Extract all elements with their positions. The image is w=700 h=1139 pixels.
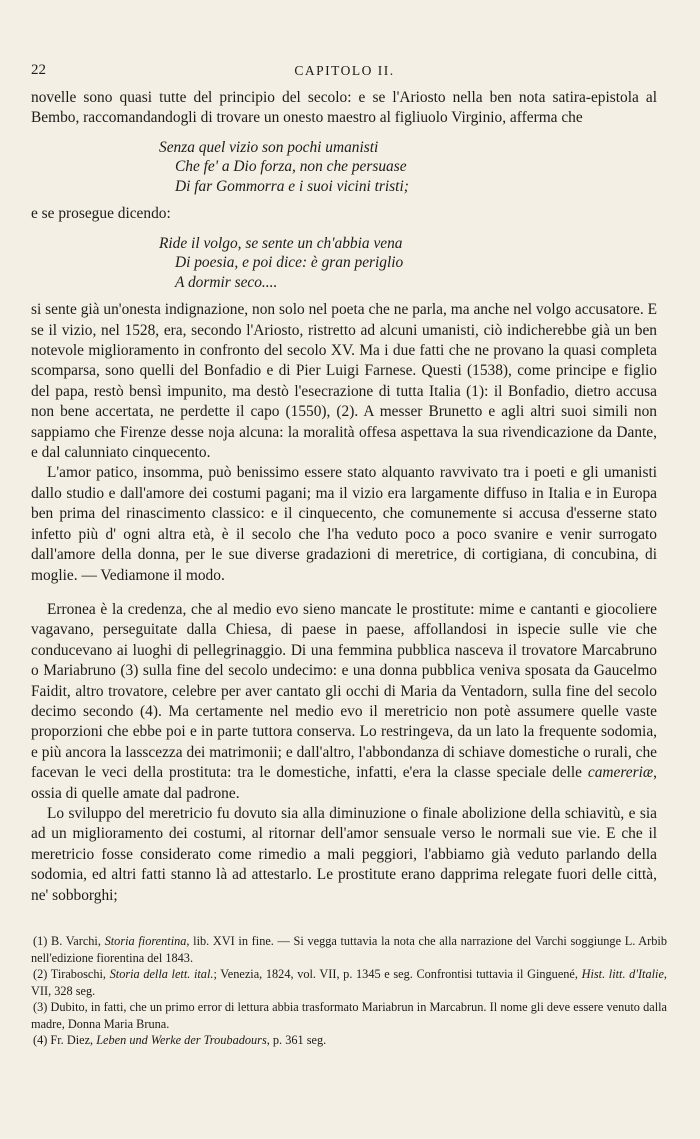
page-header [31, 62, 658, 84]
verse-line: A dormir seco.... [175, 273, 278, 291]
paragraph [31, 600, 657, 804]
footnote-1 [31, 933, 667, 966]
paragraph: si sente già un'onesta indignazione, non solo nel poeta che ne parla, ma anche nel volgo accusatore. E se il vizio, nel 1528, era, secondo l'Ariosto, ristretto ad alcuni umanisti, ciò indicherebbe già un ben notevole miglioramento in confronto del secolo XV. Ma i due fatti che ne provano la quasi completa scomparsa, sono quelli del Bonfadio e di Pier Luigi Farnese. Questi (1538), come principe e figlio del papa, restò bensì impunito, ma destò l'esecrazione di tutta Italia (1): il Bonfadio, dietro accusa non bene accertata, ne perdette il capo (1550), (2). A messer Brunetto e agli altri suoi simili non sappiamo che Firenze desse noja alcuna: la moralità offesa aspettava la sua rivendicazione da Dante, e dal calunniato cinquecento. [31, 301, 657, 462]
footnote-title: Leben und Werke der Troubadours [96, 1033, 267, 1047]
paragraph-text: , ossia di quelle amate dal padrone. [31, 764, 657, 802]
footnote-text: (2) Tiraboschi, [33, 967, 110, 981]
running-head: CAPITOLO II. [294, 63, 395, 78]
paragraph: novelle sono quasi tutte del principio del secolo: e se l'Ariosto nella ben nota satira-epistola al Bembo, raccomandandogli di trovare un onesto maestro al figliuolo Virginio, afferma che [31, 89, 657, 127]
italic-term: camereriæ [587, 764, 654, 782]
footnote-text: (1) B. Varchi, [33, 934, 105, 948]
verse-line: Senza quel vizio son pochi umanisti [159, 138, 379, 156]
verse-quote [159, 138, 657, 197]
body-text [31, 88, 657, 906]
footnote-3: (3) Dubito, in fatti, che un primo error di lettura abbia trasformato Mariabrun in Marcabrun. Il nome gli deve essere venuto dalla madre, Donna Maria Bruna. [31, 1000, 667, 1031]
footnote-title: Hist. litt. d'Italie [581, 967, 664, 981]
verse-line: Che fe' a Dio forza, non che persuase [175, 158, 407, 176]
footnote-2 [31, 966, 667, 999]
footnote-title: Storia fiorentina [104, 934, 187, 948]
footnote-title: Storia della lett. ital. [109, 967, 214, 981]
page-number: 22 [31, 62, 46, 78]
footnote-text: ; Venezia, 1824, vol. VII, p. 1345 e seg. Confrontisi tuttavia il Ginguené, [213, 967, 582, 981]
paragraph: L'amor patico, insomma, può benissimo essere stato alquanto ravvivato tra i poeti e gli umanisti dallo studio e dall'amore dei costumi pagani; ma il vizio era largamente diffuso in Italia e in Europa ben prima del rinascimento classico: e il cinquecento, che comunemente si accusa d'esserne stato infetto più d' ogni altra età, è il secolo che l'ha veduto poco a poco svanire e venir surrogato dall'amore della donna, per le sue diverse gradazioni di meretrice, di cortigiana, di concubina, di moglie. — Vediamone il modo. [31, 464, 657, 584]
footnote-text: , VII, 328 seg. [31, 967, 667, 998]
footnote-text: , lib. XVI in fine. — Si vegga tuttavia la nota che alla narrazione del Varchi soggiunge L. Arbib nell'edizione fiorentina del 1843. [31, 934, 667, 965]
section-gap [31, 586, 657, 600]
verse-line: Di far Gommorra e i suoi vicini tristi; [175, 177, 409, 195]
verse-line: Di poesia, e poi dice: è gran periglio [175, 254, 404, 272]
verse-line: Ride il volgo, se sente un ch'abbia vena [159, 234, 403, 252]
paragraph: e se prosegue dicendo: [31, 205, 171, 223]
footnote-4 [31, 1032, 667, 1049]
footnote-text: (4) Fr. Diez, [33, 1033, 97, 1047]
verse-quote [159, 234, 657, 293]
paragraph: Lo sviluppo del meretricio fu dovuto sia alla diminuzione o finale abolizione della schiavitù, e sia ad un miglioramento dei costumi, al ritornar dell'amor sensuale verso le normali sue vie. E che il meretricio fosse considerato come rimedio a mali peggiori, l'abbiamo già veduto parlando della sodomia, ed altri fatti stanno là ad attestarlo. Le prostitute erano dapprima relegate fuori delle città, ne' sobborghi; [31, 804, 657, 904]
footnotes [31, 933, 667, 1049]
footnote-text: , p. 361 seg. [266, 1033, 327, 1047]
paragraph-text: Erronea è la credenza, che al medio evo sieno mancate le prostitute: mime e cantanti e giocoliere vagavano, perseguitate dalla Chiesa, di paese in paese, affollandosi in ispecie sulle vie che conducevano ai luoghi di pellegrinaggio. Di una femmina pubblica nasceva il trovatore Marcabruno o Mariabruno (3) sulla fine del secolo undecimo: e una donna pubblica veniva sposata da Gaucelmo Faidit, altro trovatore, celebre per aver cantato gli occhi di Maria da Ventadorn, sulla fine del secolo decimo secondo (4). Ma certamente nel medio evo il meretricio non potè assumere quelle vaste proporzioni che ebbe poi e in parte tuttora conserva. Lo restringeva, da un lato la frequente sodomia, e più ancora la lasscezza dei matrimonii; e dall'altro, l'abbondanza di schiave domestiche o rurali, che facevan le veci della prostituta: tra le domestiche, infatti, e'era la classe speciale delle [31, 600, 657, 782]
